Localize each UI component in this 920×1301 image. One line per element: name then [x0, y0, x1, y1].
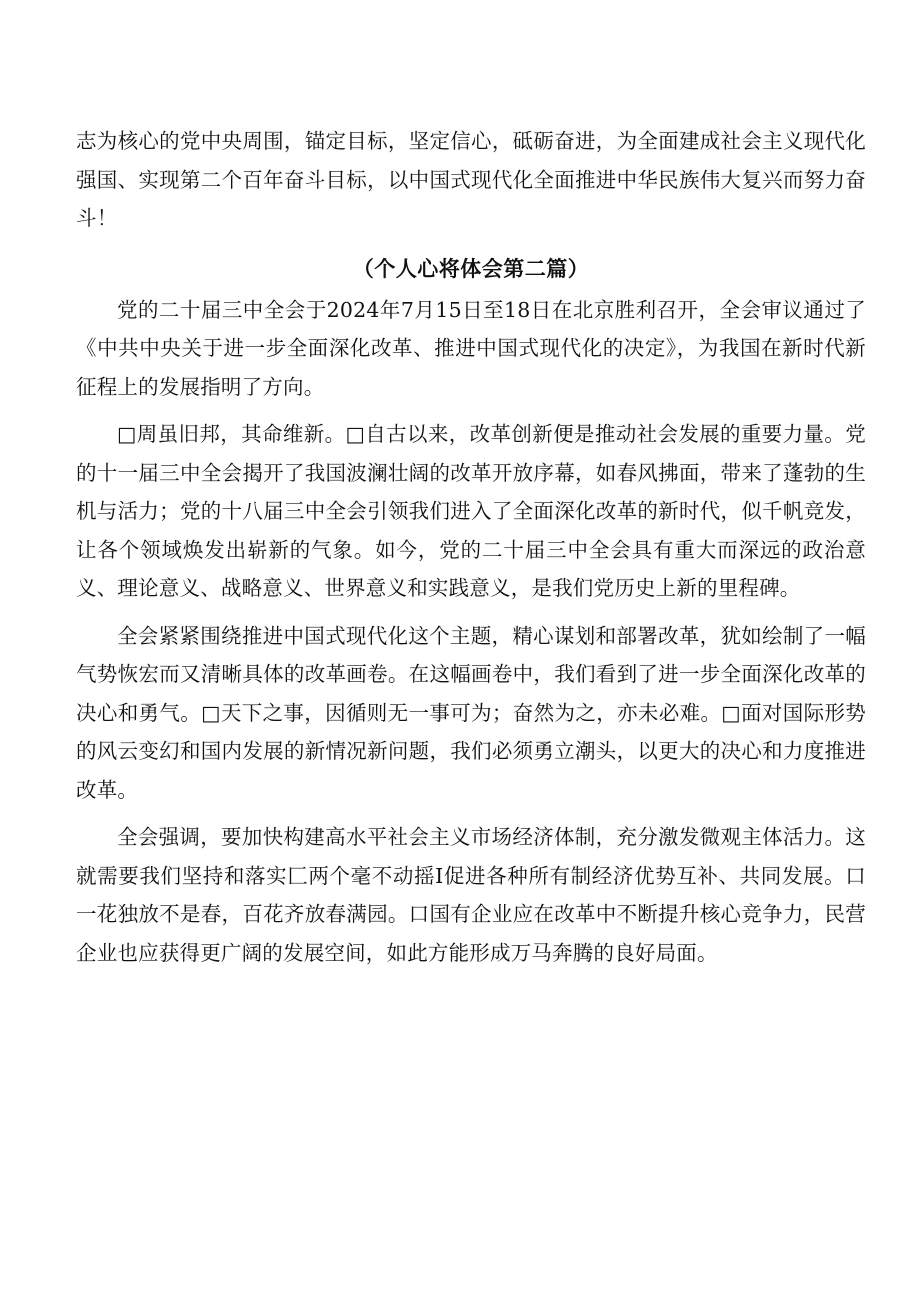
body-paragraph-4: 全会强调，要加快构建高水平社会主义市场经济体制，充分激发微观主体活力。这就需要我们坚持和落实匚两个毫不动摇I促进各种所有制经济优势互补、共同发展。口一花独放不是春，百花齐放春满园。口国有企业应在改革中不断提升核心竞争力，民营企业也应获得更广阔的发展空间，如此方能形成万马奔腾的良好局面。	[76, 825, 866, 965]
section-heading: （个人心将体会第二篇）	[352, 256, 590, 281]
document-page	[76, 122, 866, 972]
body-paragraph-2: □周虽旧邦，其命维新。□自古以来，改革创新便是推动社会发展的重要力量。党的十一届三中全会揭开了我国波澜壮阔的改革开放序幕，如春风拂面，带来了蓬勃的生机与活力；党的十八届三中全会引领我们进入了全面深化改革的新时代，似千帆竞发，让各个领域焕发出崭新的气象。如今，党的二十届三中全会具有重大而深远的政治意义、理论意义、战略意义、世界意义和实践意义，是我们党历史上新的里程碑。	[76, 422, 866, 600]
intro-paragraph: 志为核心的党中央周围，锚定目标，坚定信心，砥砺奋进，为全面建成社会主义现代化强国、实现第二个百年奋斗目标，以中国式现代化全面推进中华民族伟大复兴而努力奋斗！	[76, 129, 866, 230]
body-paragraph-1: 党的二十届三中全会于2024年7月15日至18日在北京胜利召开，全会审议通过了《中共中央关于进一步全面深化改革、推进中国式现代化的决定》，为我国在新时代新征程上的发展指明了方向。	[76, 297, 866, 399]
body-paragraph-3: 全会紧紧围绕推进中国式现代化这个主题，精心谋划和部署改革，犹如绘制了一幅气势恢宏而又清晰具体的改革画卷。在这幅画卷中，我们看到了进一步全面深化改革的决心和勇气。□天下之事，因循则无一事可为；奋然为之，亦未必难。□面对国际形势的风云变幻和国内发展的新情况新问题，我们必须勇立潮头，以更大的决心和力度推进改革。	[76, 623, 866, 802]
